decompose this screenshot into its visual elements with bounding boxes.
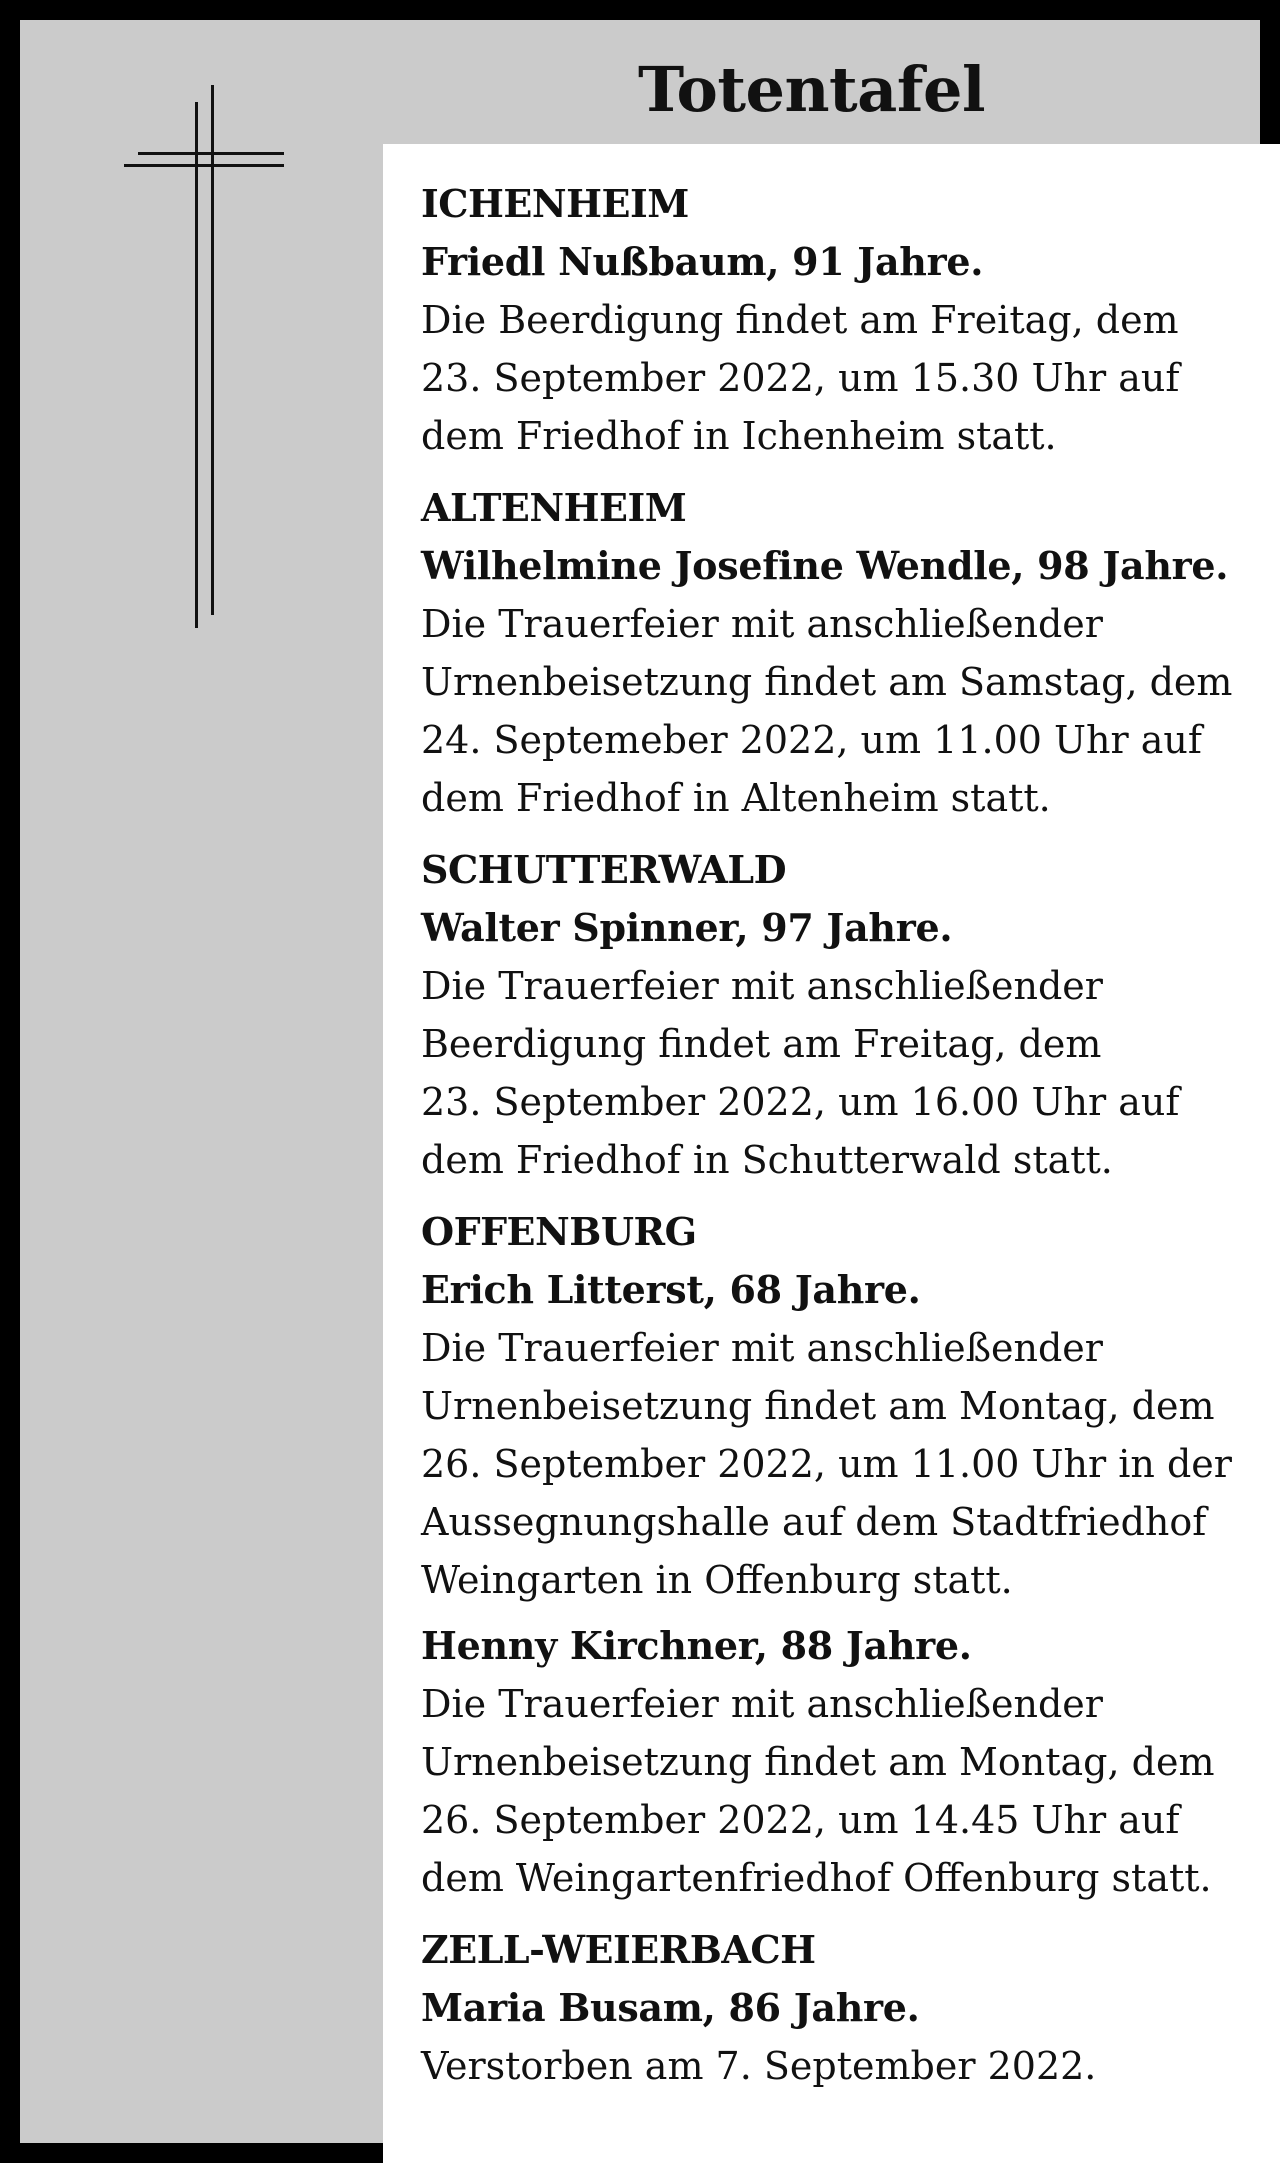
funeral-detail-line: 26. September 2022, um 11.00 Uhr in der (421, 1442, 1232, 1486)
obituary-entry (421, 537, 1270, 827)
funeral-detail-line: Urnenbeisetzung findet am Montag, dem (421, 1740, 1215, 1784)
funeral-detail-line: Die Trauerfeier mit anschließender (421, 964, 1103, 1008)
obituary-entry (421, 233, 1270, 465)
town-section (421, 1203, 1270, 1907)
funeral-detail-line: Weingarten in Offenburg statt. (421, 1558, 1013, 1602)
funeral-detail-line: Beerdigung findet am Freitag, dem (421, 1022, 1102, 1066)
deceased-name: Walter Spinner, 97 Jahre. (421, 905, 953, 950)
funeral-detail-line: 24. Septemeber 2022, um 11.00 Uhr auf (421, 718, 1202, 762)
town-heading: ALTENHEIM (421, 485, 687, 530)
funeral-detail-line: 26. September 2022, um 14.45 Uhr auf (421, 1798, 1180, 1842)
funeral-detail-line: Die Trauerfeier mit anschließender (421, 602, 1103, 646)
town-heading: OFFENBURG (421, 1209, 697, 1254)
funeral-detail-line: 23. September 2022, um 16.00 Uhr auf (421, 1080, 1180, 1124)
cross-horizontal-bar-top (138, 152, 284, 155)
obituary-entry (421, 1979, 1270, 2095)
funeral-detail-line: Urnenbeisetzung findet am Montag, dem (421, 1384, 1215, 1428)
funeral-detail-line: Die Trauerfeier mit anschließender (421, 1682, 1103, 1726)
town-section (421, 841, 1270, 1189)
funeral-detail-line: Die Trauerfeier mit anschließender (421, 1326, 1103, 1370)
deceased-name: Friedl Nußbaum, 91 Jahre. (421, 239, 984, 284)
deceased-name: Wilhelmine Josefine Wendle, 98 Jahre. (421, 543, 1229, 588)
funeral-detail-line: Die Beerdigung findet am Freitag, dem (421, 298, 1179, 342)
funeral-detail-line: 23. September 2022, um 15.30 Uhr auf (421, 356, 1180, 400)
obituary-entry (421, 1261, 1270, 1609)
funeral-detail-line: dem Weingartenfriedhof Offenburg statt. (421, 1856, 1212, 1900)
obituary-list (383, 144, 1280, 2163)
page-title: Totentafel (637, 52, 986, 126)
obituary-entry (421, 1617, 1270, 1907)
town-section (421, 175, 1270, 465)
deceased-name: Henny Kirchner, 88 Jahre. (421, 1623, 972, 1668)
funeral-detail-line: Verstorben am 7. September 2022. (421, 2044, 1097, 2088)
town-section (421, 1921, 1270, 2095)
town-heading: SCHUTTERWALD (421, 847, 787, 892)
deceased-name: Erich Litterst, 68 Jahre. (421, 1267, 921, 1312)
obituary-entry (421, 899, 1270, 1189)
town-heading: ZELL-WEIERBACH (421, 1927, 816, 1972)
town-section (421, 479, 1270, 827)
cross-vertical-bar-left (195, 102, 198, 628)
funeral-detail-line: dem Friedhof in Schutterwald statt. (421, 1138, 1113, 1182)
deceased-name: Maria Busam, 86 Jahre. (421, 1985, 920, 2030)
funeral-detail-line: Aussegnungshalle auf dem Stadtfriedhof (421, 1500, 1207, 1544)
funeral-detail-line: dem Friedhof in Altenheim statt. (421, 776, 1051, 820)
cross-horizontal-bar-bottom (124, 164, 284, 167)
funeral-detail-line: Urnenbeisetzung findet am Samstag, dem (421, 660, 1233, 704)
town-heading: ICHENHEIM (421, 181, 689, 226)
funeral-detail-line: dem Friedhof in Ichenheim statt. (421, 414, 1057, 458)
